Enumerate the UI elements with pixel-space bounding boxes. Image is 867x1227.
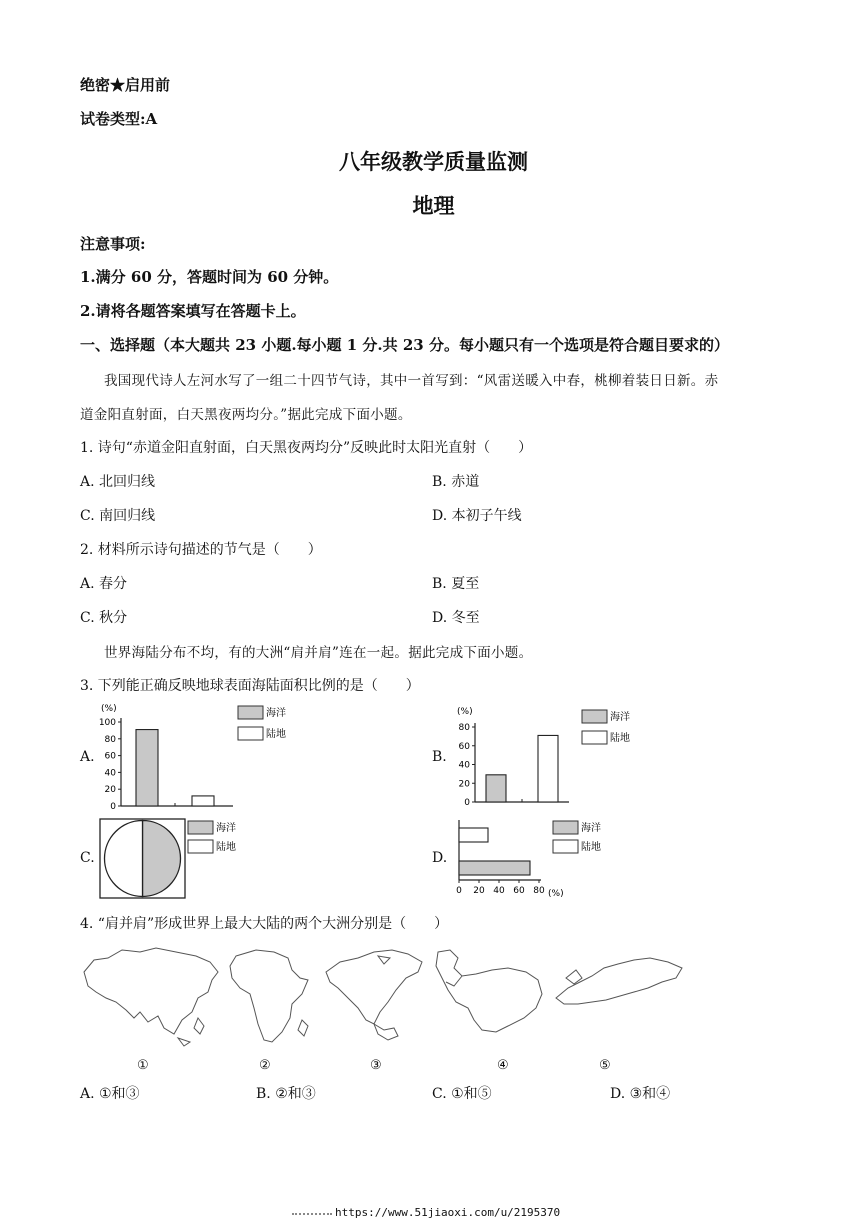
- north-america-map-icon: [326, 950, 422, 1024]
- chart-b-tick-label: 40: [458, 760, 470, 771]
- chart-d: [452, 818, 672, 900]
- legend-ocean-label: 海洋: [581, 823, 601, 834]
- question-1-stem: 1. 诗句“赤道金阳直射面，白天黑夜两均分”反映此时太阳光直射（ ）: [80, 440, 533, 456]
- legend-ocean-swatch: [553, 821, 578, 834]
- material-2-text: 世界海陆分布不均，有的大洲“肩并肩”连在一起。据此完成下面小题。: [104, 645, 533, 661]
- question-2-option-c: C. 秋分: [80, 610, 128, 626]
- question-4-stem: 4. “肩并肩”形成世界上最大大陆的两个大洲分别是（ ）: [80, 916, 449, 932]
- question-2-option-a: A. 春分: [80, 576, 128, 592]
- chart-b-bar-ocean: [486, 775, 506, 802]
- africa-map-icon: [230, 950, 308, 1042]
- question-2-stem: 2. 材料所示诗句描述的节气是（ ）: [80, 542, 322, 558]
- chart-a: [95, 700, 310, 815]
- asia-map-icon: [84, 948, 218, 1034]
- chart-d-bar-ocean: [459, 861, 530, 875]
- chart-a-bar-ocean: [136, 730, 158, 806]
- page-title: 八年级教学质量监测: [339, 149, 528, 174]
- section-heading: 一、选择题（本大题共 23 小题.每小题 1 分.共 23 分。每小题只有一个选项是符合题目要求的）: [80, 336, 729, 354]
- question-4-option-c: C. ①和⑤: [432, 1086, 492, 1102]
- question-2-option-d: D. 冬至: [432, 610, 480, 626]
- legend-land-swatch: [582, 731, 607, 744]
- legend-ocean-swatch: [582, 710, 607, 723]
- confidential-mark: 绝密★启用前: [80, 76, 171, 94]
- map-label-5: ⑤: [599, 1058, 611, 1073]
- chart-c-option-label: C.: [80, 850, 95, 866]
- footer-url[interactable]: https://www.51jiaoxi.com/u/2195370: [335, 1206, 561, 1219]
- paper-type: 试卷类型:A: [80, 110, 158, 128]
- chart-d-option-label: D.: [432, 850, 448, 866]
- continent-maps: [78, 942, 688, 1050]
- question-1-option-a: A. 北回归线: [80, 474, 156, 490]
- chart-d-bar-land: [459, 828, 488, 842]
- question-1-option-b: B. 赤道: [432, 474, 480, 490]
- chart-b-tick-label: 60: [458, 741, 470, 752]
- central-america-shape: [374, 1024, 398, 1040]
- legend-land-label: 陆地: [266, 729, 286, 740]
- chart-a-tick-label: 80: [104, 734, 116, 745]
- question-1-option-c: C. 南回归线: [80, 508, 156, 524]
- notice-item-1: 1.满分 60 分，答题时间为 60 分钟。: [80, 268, 339, 286]
- legend-land-swatch: [238, 727, 263, 740]
- chart-b-tick-label: 0: [464, 798, 470, 808]
- material-1-line-2: 道金阳直射面，白天黑夜两均分。”据此完成下面小题。: [80, 407, 412, 423]
- chart-b-bar-land: [538, 735, 558, 802]
- chart-b: [447, 702, 662, 817]
- legend-land-label: 陆地: [581, 842, 601, 853]
- chart-a-tick-label: 0: [110, 802, 116, 812]
- subject-title: 地理: [412, 193, 455, 218]
- chart-d-bars: [459, 828, 530, 875]
- legend-land-label: 陆地: [216, 842, 236, 853]
- chart-d-tick-label: 0: [456, 886, 462, 896]
- island-shape: [378, 956, 390, 964]
- chart-a-tick-label: 40: [104, 768, 116, 779]
- chart-b-unit: (%): [457, 707, 473, 717]
- chart-d-tick-label: 60: [513, 886, 525, 896]
- chart-a-bars: [136, 730, 214, 806]
- chart-a-legend: [238, 706, 286, 740]
- chart-d-tick-label: 20: [473, 886, 485, 896]
- legend-ocean-swatch: [188, 821, 213, 834]
- chart-b-bars: [486, 735, 558, 802]
- question-1-option-d: D. 本初子午线: [432, 508, 522, 524]
- legend-land-swatch: [553, 840, 578, 853]
- map-label-4: ④: [497, 1058, 509, 1073]
- peninsula-shape: [446, 976, 462, 986]
- island-shape: [194, 1018, 204, 1034]
- map-label-2: ②: [259, 1058, 271, 1073]
- south-america-antarctica-map-icon: [436, 950, 542, 1032]
- chart-a-tick-label: 20: [104, 785, 116, 796]
- chart-b-legend: [582, 710, 630, 744]
- chart-d-tick-label: 40: [493, 886, 505, 896]
- question-3-stem: 3. 下列能正确反映地球表面海陆面积比例的是（ ）: [80, 678, 420, 694]
- island-shape: [298, 1020, 308, 1036]
- legend-ocean-label: 海洋: [216, 823, 236, 834]
- chart-c-legend: [188, 821, 236, 853]
- legend-ocean-label: 海洋: [610, 712, 630, 723]
- chart-a-unit: (%): [101, 704, 117, 714]
- map-label-3: ③: [370, 1058, 382, 1073]
- island-shape: [178, 1038, 190, 1046]
- chart-a-option-label: A.: [80, 749, 95, 765]
- legend-land-label: 陆地: [610, 733, 630, 744]
- chart-d-legend: [553, 821, 601, 853]
- question-2-option-b: B. 夏至: [432, 576, 480, 592]
- chart-b-tick-label: 80: [458, 723, 470, 733]
- chart-a-tick-label: 100: [98, 718, 116, 728]
- chart-c-pie: [105, 821, 181, 897]
- map-label-1: ①: [137, 1058, 149, 1073]
- notice-item-2: 2.请将各题答案填写在答题卡上。: [80, 302, 306, 320]
- chart-d-tick-label: 80: [533, 886, 545, 896]
- legend-ocean-swatch: [238, 706, 263, 719]
- chart-b-option-label: B.: [432, 749, 447, 765]
- chart-c: [98, 818, 258, 900]
- notice-heading: 注意事项:: [80, 235, 146, 253]
- material-1-line-1: 我国现代诗人左河水写了一组二十四节气诗，其中一首写到：“风雷送暖入中春，桃柳着装日日新。赤: [104, 373, 719, 389]
- chart-a-bar-land: [192, 796, 214, 806]
- chart-b-tick-label: 20: [458, 779, 470, 790]
- chart-d-unit: (%): [548, 889, 564, 899]
- question-4-option-a: A. ①和③: [80, 1086, 140, 1102]
- europe-map-icon: [556, 958, 682, 1004]
- legend-land-swatch: [188, 840, 213, 853]
- question-4-option-d: D. ③和④: [610, 1086, 671, 1102]
- footer-decoration: [292, 1213, 332, 1219]
- chart-a-tick-label: 60: [104, 751, 116, 762]
- legend-ocean-label: 海洋: [266, 708, 286, 719]
- question-4-option-b: B. ②和③: [256, 1086, 316, 1102]
